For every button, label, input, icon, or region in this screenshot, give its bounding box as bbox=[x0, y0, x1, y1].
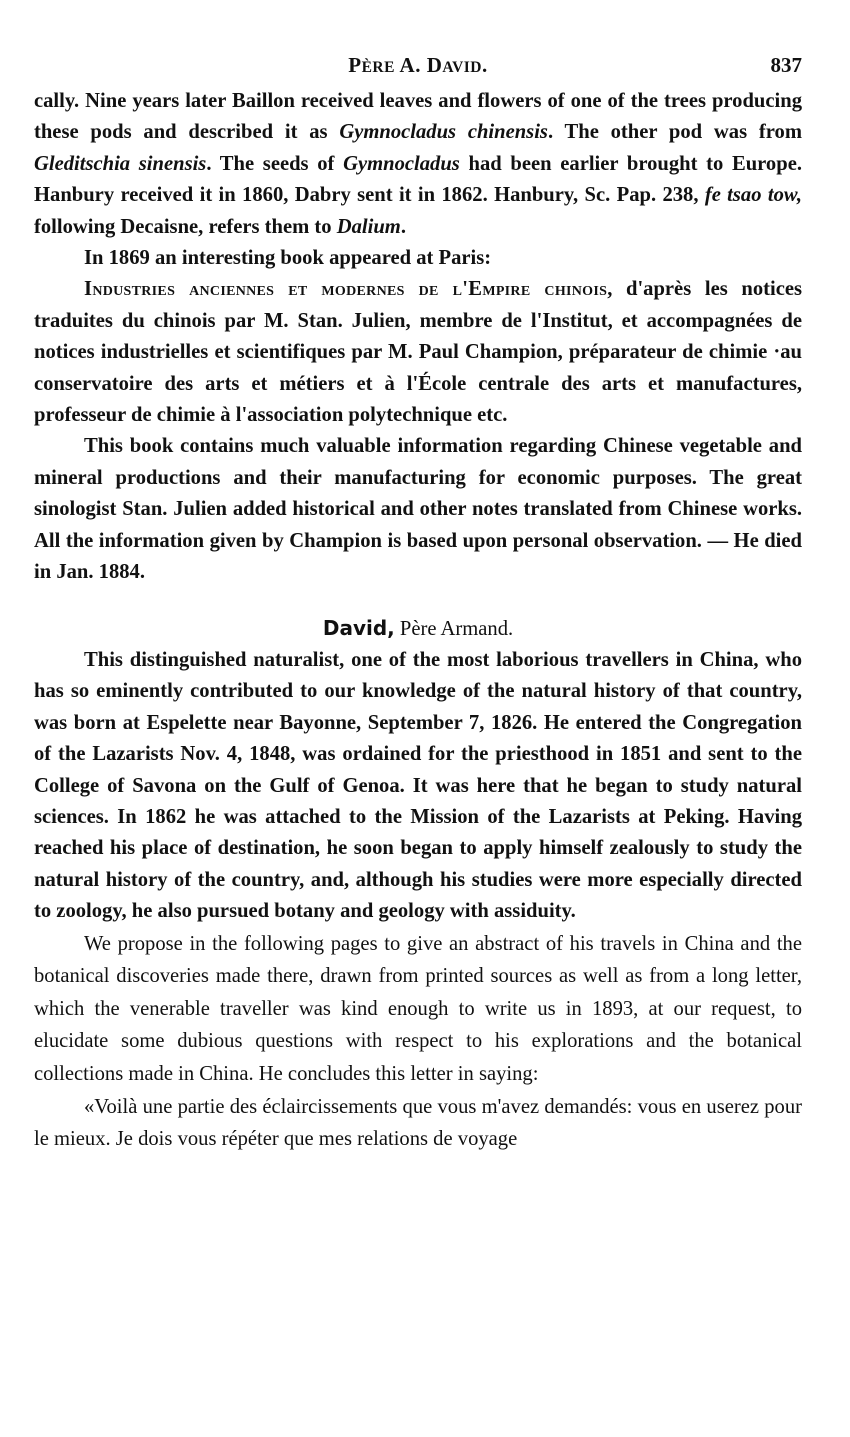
running-title-part: . bbox=[482, 53, 488, 77]
entry-name: David, bbox=[322, 615, 395, 640]
paragraph: In 1869 an interesting book appeared at Paris: bbox=[84, 247, 492, 270]
paragraph: We propose in the following pages to give an abstract of his travels in China and the botanical discoveries made there, drawn from printed sources as well as from a long letter, which the venerable traveller was kind enough to write us in 1893, at our request, to elucidate some dubious questions with respect to his explorations and the botanical collections made in China. He concludes this letter in saying: bbox=[34, 932, 802, 1085]
italic-text: Gleditschia sinensis bbox=[34, 152, 207, 175]
paragraph: This book contains much valuable information regarding Chinese vegetable and mineral productions and their manufacturing for economic purposes. The great sinologist Stan. Julien added historical and other notes translated from Chinese works. All the information given by Champion is based upon personal observation. — He died in Jan. 1884. bbox=[34, 435, 802, 584]
page-number: 837 bbox=[770, 53, 802, 77]
entry-name-rest: Père Armand. bbox=[394, 617, 514, 640]
text-run: following Decaisne, refers them to bbox=[34, 215, 337, 238]
paragraph bbox=[34, 86, 802, 243]
text-run: . The other pod was from bbox=[547, 121, 802, 144]
entry-body-bold bbox=[34, 645, 802, 928]
entry-body-light bbox=[34, 928, 802, 1156]
running-head bbox=[34, 50, 802, 86]
text-run: , d'après les notices traduites du chinois par M. Stan. Julien, membre de l'Institut, et accompagnées de notices industrielles et scientifiques par M. Paul Champion, préparateur de chimie ·au conservatoire des arts et métiers et à l'École centrale des arts et manufactures, professeur de chimie à l'association polytechnique etc. bbox=[34, 278, 802, 427]
italic-text: Gymnocladus chinensis bbox=[339, 121, 548, 144]
italic-text: Dalium bbox=[336, 215, 401, 238]
italic-text: Gymnocladus bbox=[343, 152, 460, 175]
running-title bbox=[34, 50, 802, 83]
paragraph: «Voilà une partie des éclaircissements que vous m'avez demandés: vous en userez pour le mieux. Je dois vous répéter que mes relations de voyage bbox=[34, 1095, 802, 1151]
paragraph: This distinguished naturalist, one of the most laborious travellers in China, who has so eminently contributed to our knowledge of the natural history of that country, was born at Espelette near Bayonne, September 7, 1826. He entered the Congregation of the Lazarists Nov. 4, 1848, was ordained for the priesthood in 1851 and sent to the College of Savona on the Gulf of Genoa. It was here that he began to study natural sciences. In 1862 he was attached to the Mission of the Lazarists at Peking. Having reached his place of destination, he soon began to apply himself zealously to study the natural history of the country, and, although his studies were more especially directed to zoology, he also pursued botany and geology with assiduity. bbox=[34, 648, 802, 923]
previous-section bbox=[34, 86, 802, 589]
running-title-part: AVID bbox=[442, 59, 482, 76]
text-run: had been earlier brought to Europe. Hanbury received it in 1860, Dabry sent it in 1862. Hanbury, Sc. Pap. 238, bbox=[34, 152, 802, 207]
running-title-part: P bbox=[348, 53, 362, 77]
text-run: cally. Nine years later Baillon received leaves and flowers of one of the trees producing these pods and described it as bbox=[34, 90, 802, 144]
paragraph bbox=[34, 274, 802, 431]
italic-text: fe tsao tow, bbox=[704, 184, 802, 207]
page bbox=[34, 50, 802, 1156]
book-title: Industries anciennes et modernes de l'Empire chinois bbox=[84, 278, 608, 301]
entry-heading bbox=[34, 613, 802, 645]
running-title-part: A. D bbox=[394, 53, 443, 77]
running-title-part: ÈRE bbox=[361, 59, 395, 76]
text-run: . bbox=[400, 215, 406, 238]
text-run: . The seeds of bbox=[206, 152, 344, 175]
